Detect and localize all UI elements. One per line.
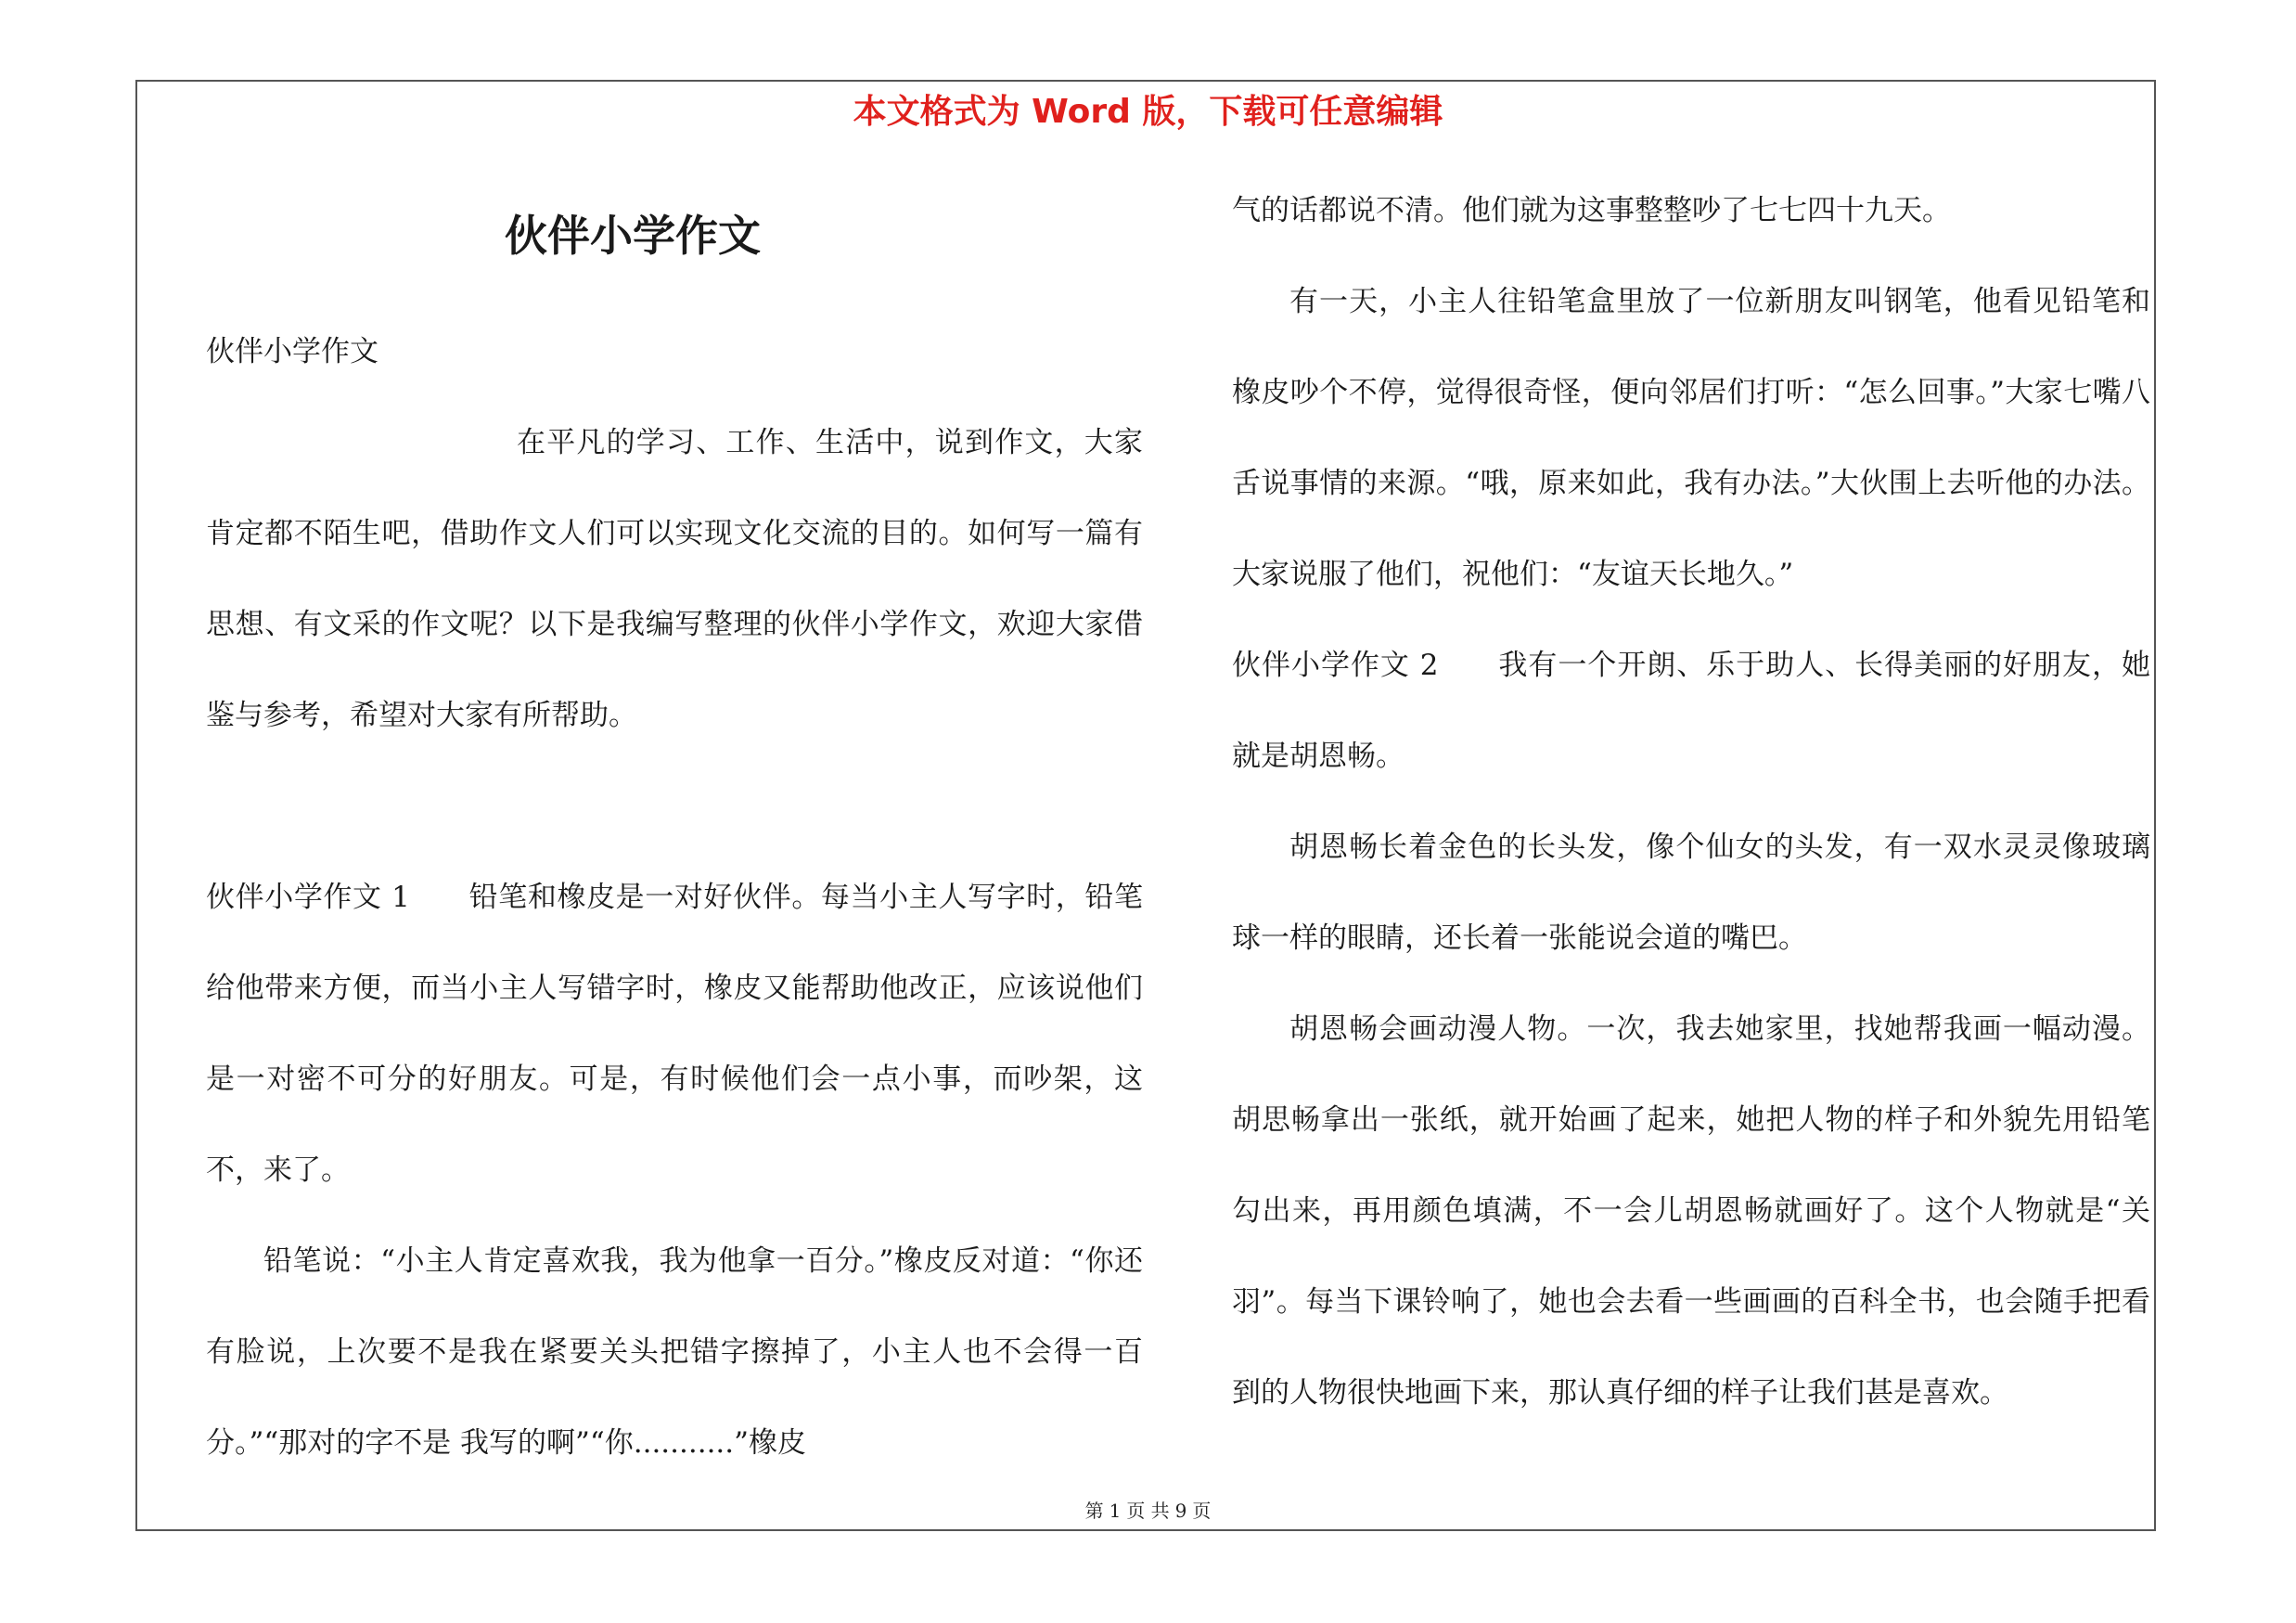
footer-prefix: 第: [1084, 1500, 1104, 1522]
right-paragraph-5: 胡恩畅会画动漫人物。一次，我去她家里，找她帮我画一幅动漫。胡思畅拿出一张纸，就开始画了起来，她把人物的样子和外貌先用铅笔勾出来，再用颜色填满，不一会儿胡恩畅就画好了。这个人物就是“关羽”。每当下课铃响了，她也会去看一些画画的百科全书，也会随手把看到的人物很快地画下来，那认真仔细的样子让我们甚是喜欢。: [1232, 1012, 2150, 1410]
footer-suffix: 页: [1192, 1500, 1212, 1522]
format-banner: 本文格式为 Word 版，下载可任意编辑: [853, 93, 1443, 131]
page-footer: [0, 1496, 2296, 1523]
footer-page-total: 9: [1174, 1500, 1187, 1522]
footer-page-current: 1: [1109, 1500, 1122, 1522]
intro-paragraph: 在平凡的学习、工作、生活中，说到作文，大家肯定都不陌生吧，借助作文人们可以实现文化交流的目的。如何写一篇有思想、有文采的作文呢？以下是我编写整理的伙伴小学作文，欢迎大家借鉴与参考，希望对大家有所帮助。: [206, 426, 1143, 732]
right-paragraph-1: 气的话都说不清。他们就为这事整整吵了七七四十九天。: [1232, 194, 1951, 227]
right-paragraph-4: 胡恩畅长着金色的长头发，像个仙女的头发，有一双水灵灵像玻璃球一样的眼睛，还长着一张能说会道的嘴巴。: [1232, 831, 2150, 955]
subtitle: 伙伴小学作文: [206, 335, 378, 368]
footer-mid: 页 共: [1126, 1500, 1170, 1522]
right-column: [1232, 165, 2150, 1438]
essay1-paragraph: 伙伴小学作文 1 铅笔和橡皮是一对好伙伴。每当小主人写字时，铅笔给他带来方便，而当小主人写错字时，橡皮又能帮助他改正，应该说他们是一对密不可分的好朋友。可是，有时候他们会一点小事，而吵架，这不，来了。: [206, 881, 1143, 1187]
essay1-dialogue-paragraph: 铅笔说：“小主人肯定喜欢我，我为他拿一百分。”橡皮反对道：“你还有脸说，上次要不是我在紧要关头把错字擦掉了，小主人也不会得一百分。”“那对的字不是 我写的啊”“你...........”橡皮: [206, 1244, 1143, 1460]
spacer: [206, 761, 1143, 852]
document-title: 伙伴小学作文: [505, 211, 761, 261]
essay2-paragraph: 伙伴小学作文 2 我有一个开朗、乐于助人、长得美丽的好朋友，她就是胡恩畅。: [1232, 649, 2150, 773]
right-paragraph-2: 有一天，小主人往铅笔盒里放了一位新朋友叫钢笔，他看见铅笔和橡皮吵个不停，觉得很奇怪，便向邻居们打听：“怎么回事。”大家七嘴八舌说事情的来源。“哦，原来如此，我有办法。”大伙围上去听他的办法。大家说服了他们，祝他们：“友谊天长地久。”: [1232, 285, 2150, 591]
left-column: [206, 306, 1143, 1488]
